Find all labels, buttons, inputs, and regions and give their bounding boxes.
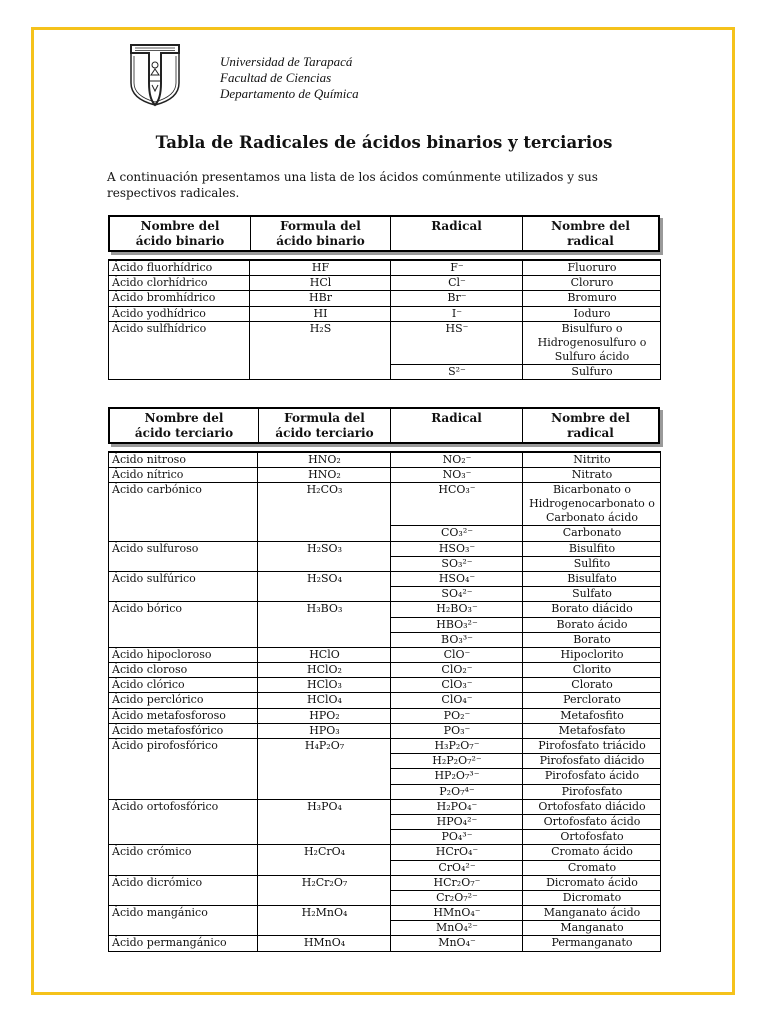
acid-name-cell: Ácido metafosfórico [109, 723, 258, 738]
radical-name-cell: Cromato [523, 860, 661, 875]
acid-formula-cell: HF [250, 260, 391, 276]
table-row [109, 452, 661, 468]
radical-name-cell: Manganato [523, 921, 661, 936]
acid-name-cell: Ácido clórico [109, 678, 258, 693]
radical-name-cell: Borato diácido [523, 602, 661, 617]
acid-name-cell: Ácido hipocloroso [109, 647, 258, 662]
radical-cell: BO₃³⁻ [391, 632, 523, 647]
binary-table-header [108, 215, 660, 252]
header-cell: Nombre del radical [551, 411, 630, 440]
radical-cell: Cr₂O₇²⁻ [391, 890, 523, 905]
binary-acids-table [108, 259, 661, 380]
acid-name-cell: Ácido mangánico [109, 906, 258, 936]
acid-formula-cell: H₃PO₄ [258, 799, 391, 845]
acid-formula-cell: HClO [258, 647, 391, 662]
radical-cell: HCO₃⁻ [391, 483, 523, 526]
acid-formula-cell: H₃BO₃ [258, 602, 391, 648]
acid-formula-cell: H₂CO₃ [258, 483, 391, 541]
radical-cell: ClO⁻ [391, 647, 523, 662]
table-row [109, 468, 661, 483]
radical-name-cell: Metafosfato [523, 723, 661, 738]
acid-formula-cell: H₂SO₄ [258, 571, 391, 601]
radical-name-cell: Pirofosfato [523, 784, 661, 799]
intro-paragraph: A continuación presentamos una lista de los ácidos comúnmente utilizados y sus respectivos radicales. [107, 170, 598, 200]
header-cell: Nombre del radical [551, 219, 630, 248]
table-row [109, 276, 661, 291]
table-row [109, 799, 661, 814]
radical-name-cell: Fluoruro [523, 260, 661, 276]
header-cell: Radical [391, 217, 523, 250]
radical-cell: H₂PO₄⁻ [391, 799, 523, 814]
university-name: Universidad de Tarapacá [220, 54, 353, 69]
radical-cell: P₂O₇⁴⁻ [391, 784, 523, 799]
table-row [109, 483, 661, 526]
radical-cell: NO₂⁻ [391, 452, 523, 468]
radical-name-cell: Bromuro [523, 291, 661, 306]
header-cell: Radical [391, 409, 523, 442]
radical-cell: Cl⁻ [391, 276, 523, 291]
acid-formula-cell: HCl [250, 276, 391, 291]
radical-name-cell: Pirofosfato ácido [523, 769, 661, 784]
table-row [109, 602, 661, 617]
header-cell: Formula del ácido binario [251, 217, 391, 250]
radical-name-cell: Borato ácido [523, 617, 661, 632]
radical-cell: H₂P₂O₇²⁻ [391, 754, 523, 769]
acid-name-cell: Ácido cloroso [109, 663, 258, 678]
ternary-acids-table [108, 451, 661, 952]
radical-cell: HSO₄⁻ [391, 571, 523, 586]
table-row [109, 708, 661, 723]
radical-cell: H₂BO₃⁻ [391, 602, 523, 617]
table-row [109, 571, 661, 586]
radical-cell: H₃P₂O₇⁻ [391, 739, 523, 754]
radical-name-cell: Pirofosfato diácido [523, 754, 661, 769]
header-cell: Nombre del ácido binario [110, 217, 251, 250]
acid-formula-cell: H₄P₂O₇ [258, 739, 391, 800]
radical-cell: HBO₃²⁻ [391, 617, 523, 632]
radical-name-cell: Pirofosfato triácido [523, 739, 661, 754]
radical-name-cell: Bisulfato [523, 571, 661, 586]
table-row [109, 678, 661, 693]
acid-name-cell: Ácido dicrómico [109, 875, 258, 905]
table-row [109, 723, 661, 738]
radical-cell: F⁻ [391, 260, 523, 276]
university-logo [128, 43, 182, 107]
table-row [109, 541, 661, 556]
page-title: Tabla de Radicales de ácidos binarios y terciarios [155, 133, 613, 152]
table-row [109, 693, 661, 708]
table-row [109, 739, 661, 754]
faculty-name: Facultad de Ciencias [220, 70, 332, 85]
radical-name-cell: Dicromato ácido [523, 875, 661, 890]
radical-cell: SO₃²⁻ [391, 556, 523, 571]
acid-name-cell: Ácido sulfúrico [109, 571, 258, 601]
acid-name-cell: Ácido crómico [109, 845, 258, 875]
acid-name-cell: Ácido pirofosfórico [109, 739, 258, 800]
radical-name-cell: Bisulfuro o Hidrogenosulfuro o Sulfuro ácido [523, 321, 661, 364]
radical-name-cell: Perclorato [523, 693, 661, 708]
acid-formula-cell: HClO₄ [258, 693, 391, 708]
radical-name-cell: Nitrito [523, 452, 661, 468]
radical-cell: HSO₃⁻ [391, 541, 523, 556]
acid-name-cell: Ácido nitroso [109, 452, 258, 468]
radical-name-cell: Cloruro [523, 276, 661, 291]
acid-name-cell: Ácido carbónico [109, 483, 258, 541]
radical-cell: PO₃⁻ [391, 723, 523, 738]
radical-cell: MnO₄⁻ [391, 936, 523, 951]
radical-cell: ClO₄⁻ [391, 693, 523, 708]
acid-name-cell: Ácido yodhídrico [109, 306, 250, 321]
radical-name-cell: Sulfito [523, 556, 661, 571]
radical-name-cell: Ioduro [523, 306, 661, 321]
ternary-table-header [108, 407, 660, 444]
acid-name-cell: Ácido ortofosfórico [109, 799, 258, 845]
radical-name-cell: Bicarbonato o Hidrogenocarbonato o Carbonato ácido [523, 483, 661, 526]
radical-cell: PO₂⁻ [391, 708, 523, 723]
radical-cell: HS⁻ [391, 321, 523, 364]
radical-cell: HMnO₄⁻ [391, 906, 523, 921]
radical-cell: HP₂O₇³⁻ [391, 769, 523, 784]
table-row [109, 845, 661, 860]
radical-cell: HCrO₄⁻ [391, 845, 523, 860]
acid-formula-cell: H₂MnO₄ [258, 906, 391, 936]
acid-formula-cell: HPO₃ [258, 723, 391, 738]
acid-name-cell: Ácido perclórico [109, 693, 258, 708]
radical-cell: S²⁻ [391, 364, 523, 379]
radical-cell: NO₃⁻ [391, 468, 523, 483]
radical-cell: HCr₂O₇⁻ [391, 875, 523, 890]
acid-name-cell: Ácido nítrico [109, 468, 258, 483]
acid-formula-cell: HBr [250, 291, 391, 306]
radical-name-cell: Bisulfito [523, 541, 661, 556]
radical-name-cell: Nitrato [523, 468, 661, 483]
radical-name-cell: Hipoclorito [523, 647, 661, 662]
radical-name-cell: Clorato [523, 678, 661, 693]
acid-name-cell: Ácido metafosforoso [109, 708, 258, 723]
radical-cell: MnO₄²⁻ [391, 921, 523, 936]
header-cell: Formula del ácido terciario [259, 409, 391, 442]
header-cell: Nombre del ácido terciario [110, 409, 259, 442]
radical-name-cell: Clorito [523, 663, 661, 678]
department-name: Departamento de Química [220, 86, 359, 101]
table-row [109, 936, 661, 951]
acid-name-cell: Ácido permangánico [109, 936, 258, 951]
table-row [109, 291, 661, 306]
table-row [109, 647, 661, 662]
radical-cell: PO₄³⁻ [391, 830, 523, 845]
radical-cell: Br⁻ [391, 291, 523, 306]
radical-name-cell: Ortofosfato ácido [523, 814, 661, 829]
acid-formula-cell: HMnO₄ [258, 936, 391, 951]
table-row [109, 321, 661, 364]
acid-formula-cell: H₂SO₃ [258, 541, 391, 571]
acid-formula-cell: HClO₂ [258, 663, 391, 678]
radical-name-cell: Metafosfito [523, 708, 661, 723]
radical-name-cell: Manganato ácido [523, 906, 661, 921]
radical-name-cell: Dicromato [523, 890, 661, 905]
acid-name-cell: Ácido sulfuroso [109, 541, 258, 571]
acid-name-cell: Ácido sulfhídrico [109, 321, 250, 379]
radical-cell: ClO₂⁻ [391, 663, 523, 678]
institution-header [220, 54, 359, 102]
acid-formula-cell: H₂CrO₄ [258, 845, 391, 875]
acid-name-cell: Ácido clorhídrico [109, 276, 250, 291]
acid-formula-cell: HNO₂ [258, 452, 391, 468]
acid-formula-cell: H₂S [250, 321, 391, 379]
radical-name-cell: Sulfato [523, 587, 661, 602]
radical-name-cell: Carbonato [523, 526, 661, 541]
acid-formula-cell: H₂Cr₂O₇ [258, 875, 391, 905]
radical-cell: CrO₄²⁻ [391, 860, 523, 875]
acid-formula-cell: HClO₃ [258, 678, 391, 693]
table-row [109, 260, 661, 276]
radical-name-cell: Permanganato [523, 936, 661, 951]
acid-name-cell: Ácido bórico [109, 602, 258, 648]
radical-cell: HPO₄²⁻ [391, 814, 523, 829]
radical-name-cell: Cromato ácido [523, 845, 661, 860]
acid-formula-cell: HPO₂ [258, 708, 391, 723]
acid-formula-cell: HNO₂ [258, 468, 391, 483]
radical-cell: SO₄²⁻ [391, 587, 523, 602]
table-row [109, 663, 661, 678]
radical-name-cell: Ortofosfato [523, 830, 661, 845]
table-row [109, 875, 661, 890]
table-row [109, 306, 661, 321]
acid-name-cell: Ácido fluorhídrico [109, 260, 250, 276]
radical-name-cell: Ortofosfato diácido [523, 799, 661, 814]
acid-formula-cell: HI [250, 306, 391, 321]
radical-name-cell: Borato [523, 632, 661, 647]
radical-cell: I⁻ [391, 306, 523, 321]
radical-name-cell: Sulfuro [523, 364, 661, 379]
radical-cell: CO₃²⁻ [391, 526, 523, 541]
table-row [109, 906, 661, 921]
radical-cell: ClO₃⁻ [391, 678, 523, 693]
acid-name-cell: Ácido bromhídrico [109, 291, 250, 306]
